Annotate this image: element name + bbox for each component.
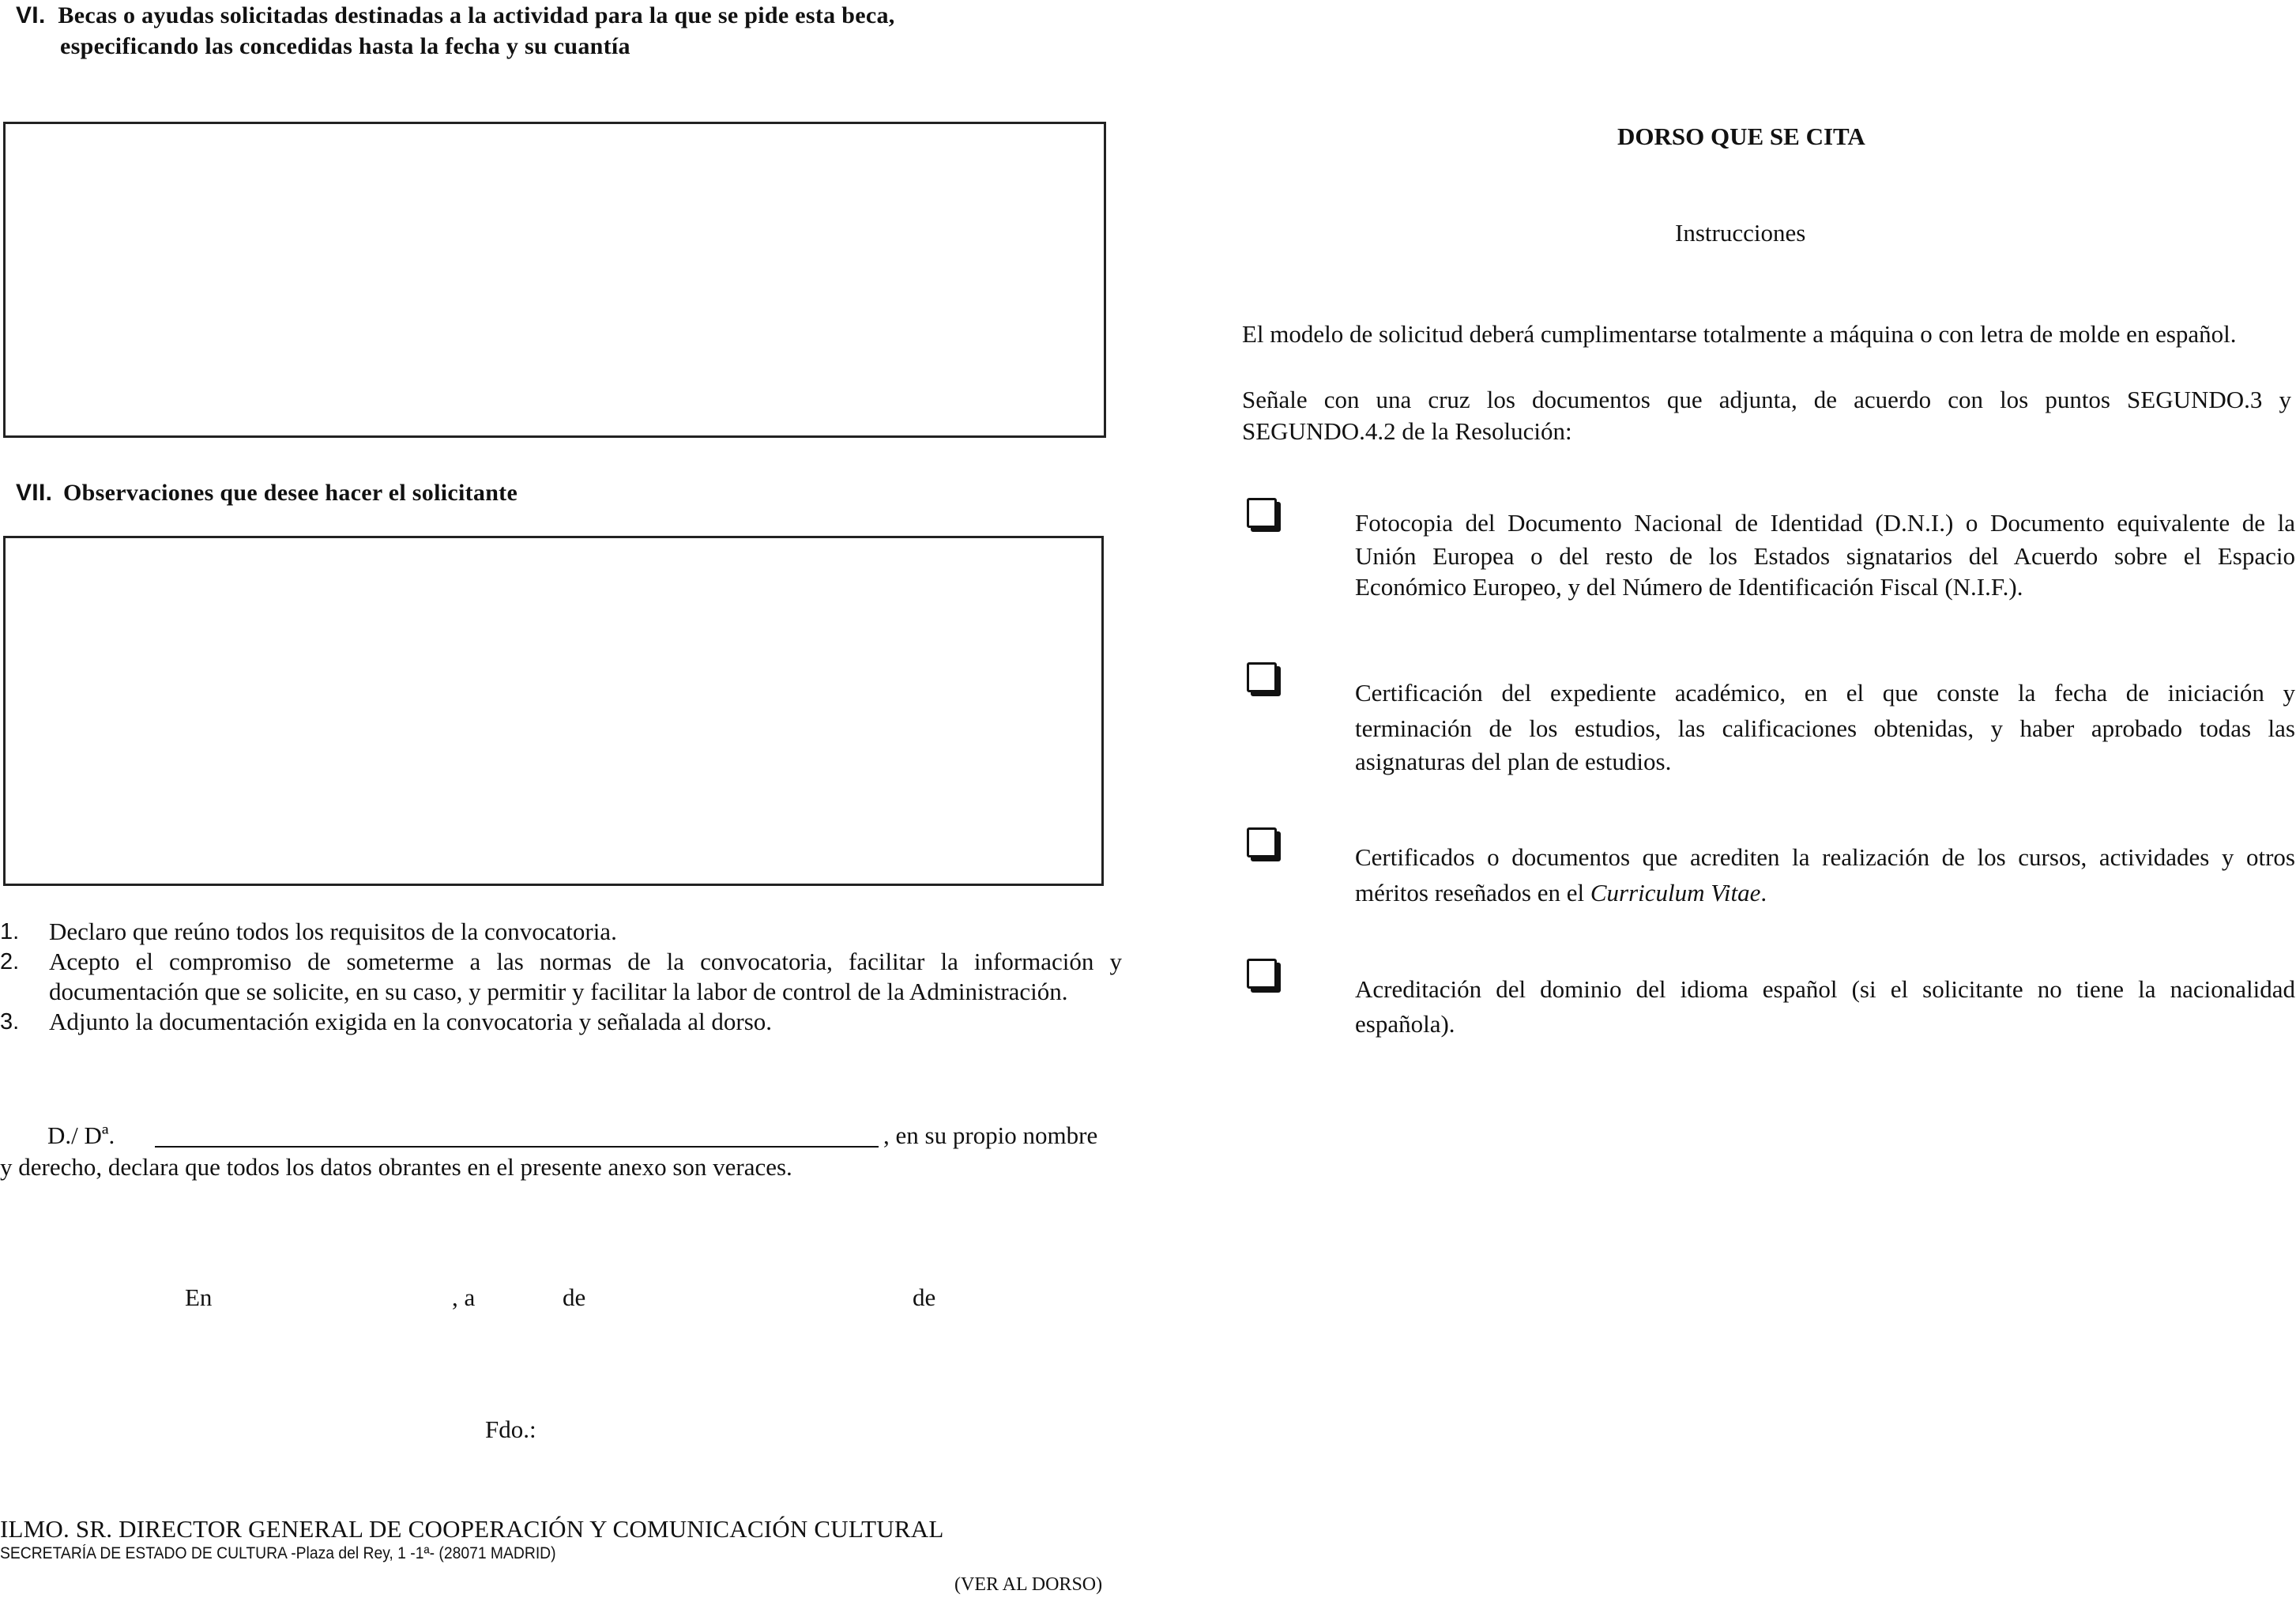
document-2-checkbox[interactable] xyxy=(1247,662,1277,692)
signatory-declaration: y derecho, declara que todos los datos obrantes en el presente anexo son veraces. xyxy=(0,1153,792,1181)
declaration-item-1 xyxy=(0,917,1122,947)
instruction-2-line2: SEGUNDO.4.2 de la Resolución: xyxy=(1242,417,1572,445)
document-4-line2: española). xyxy=(1355,1010,1455,1038)
declaration-text: Declaro que reúno todos los requisitos de la convocatoria. xyxy=(49,918,617,945)
section-7-heading xyxy=(16,477,1122,508)
year-label: de xyxy=(913,1283,936,1311)
document-1-line3: Económico Europeo, y del Número de Identificación Fiscal (N.I.F.). xyxy=(1355,573,2023,601)
document-3-text xyxy=(1355,840,2295,911)
instruction-1: El modelo de solicitud deberá cumplimentarse totalmente a máquina o con letra de molde en español. xyxy=(1242,320,2237,348)
document-1-line1: Fotocopia del Documento Nacional de Identidad (D.N.I.) o Documento equivalente de la xyxy=(1355,509,2295,537)
document-3-checkbox[interactable] xyxy=(1247,827,1277,857)
month-label: de xyxy=(563,1283,586,1311)
document-3-line1: Certificados o documentos que acrediten la realización de los cursos, actividades y otros xyxy=(1355,843,2295,871)
day-label: , a xyxy=(452,1283,476,1311)
declaration-number: 3. xyxy=(0,1009,20,1035)
declaration-text-continued: documentación que se solicite, en su caso, y permitir y facilitar la labor de control de la Administración. xyxy=(49,978,1068,1005)
section-6-title-line2: especificando las concedidas hasta la fecha y su cuantía xyxy=(60,33,630,59)
declaration-item-3 xyxy=(0,1007,1122,1037)
section-7-answer-box[interactable] xyxy=(3,536,1104,886)
document-3-line2 xyxy=(1355,875,2295,911)
document-2-line2: terminación de los estudios, las calificaciones obtenidas, y haber aprobado todas las xyxy=(1355,714,2295,742)
instruction-2-line1: Señale con una cruz los documentos que adjunta, de acuerdo con los puntos SEGUNDO.3 y xyxy=(1242,386,2291,413)
declarations-list xyxy=(0,917,1126,1059)
place-label: En xyxy=(185,1283,213,1311)
document-4-text xyxy=(1355,972,2295,1042)
declaration-text: Adjunto la documentación exigida en la convocatoria y señalada al dorso. xyxy=(49,1008,773,1035)
section-6-answer-box[interactable] xyxy=(3,122,1106,438)
document-2-line1: Certificación del expediente académico, en el que conste la fecha de iniciación y xyxy=(1355,679,2295,707)
document-2-text xyxy=(1355,676,2295,777)
addressee-title: ILMO. SR. DIRECTOR GENERAL DE COOPERACIÓN Y COMUNICACIÓN CULTURAL xyxy=(0,1515,944,1543)
document-3-line2-end: . xyxy=(1760,879,1767,906)
signatory-suffix: , en su propio nombre xyxy=(883,1121,1098,1149)
declaration-number: 2. xyxy=(0,949,20,974)
curriculum-vitae-text: Curriculum Vitae xyxy=(1590,879,1761,906)
addressee-address: SECRETARÍA DE ESTADO DE CULTURA -Plaza del Rey, 1 -1ª- (28071 MADRID) xyxy=(0,1544,556,1562)
signature-label: Fdo.: xyxy=(485,1415,536,1443)
document-3-line2-text: méritos reseñados en el xyxy=(1355,879,1585,906)
declaration-number: 1. xyxy=(0,919,20,944)
document-1-checkbox[interactable] xyxy=(1247,498,1277,528)
section-6-heading xyxy=(16,0,1122,31)
reverse-heading: DORSO QUE SE CITA xyxy=(1617,122,1865,150)
declaration-text: Acepto el compromiso de someterme a las normas de la convocatoria, facilitar la información y xyxy=(49,948,1122,975)
signatory-name-field[interactable] xyxy=(155,1146,879,1148)
document-4-line1: Acreditación del dominio del idioma español (si el solicitante no tiene la nacionalidad xyxy=(1355,975,2295,1003)
document-1-line2: Unión Europea o del resto de los Estados signatarios del Acuerdo sobre el Espacio xyxy=(1355,542,2295,570)
see-reverse-note: (VER AL DORSO) xyxy=(954,1574,1103,1595)
section-6-number: VI. xyxy=(16,2,46,28)
section-6-title-line1: Becas o ayudas solicitadas destinadas a la actividad para la que se pide esta beca, xyxy=(58,2,895,28)
signatory-prefix: D./ Dª. xyxy=(47,1121,115,1149)
document-2-line3: asignaturas del plan de estudios. xyxy=(1355,748,1672,775)
document-1-text xyxy=(1355,506,2295,602)
document-4-checkbox[interactable] xyxy=(1247,959,1277,989)
declaration-item-2 xyxy=(0,947,1122,1007)
reverse-subheading: Instrucciones xyxy=(1675,219,1806,247)
section-7-title: Observaciones que desee hacer el solicitante xyxy=(63,480,518,506)
section-7-number: VII. xyxy=(16,480,53,506)
